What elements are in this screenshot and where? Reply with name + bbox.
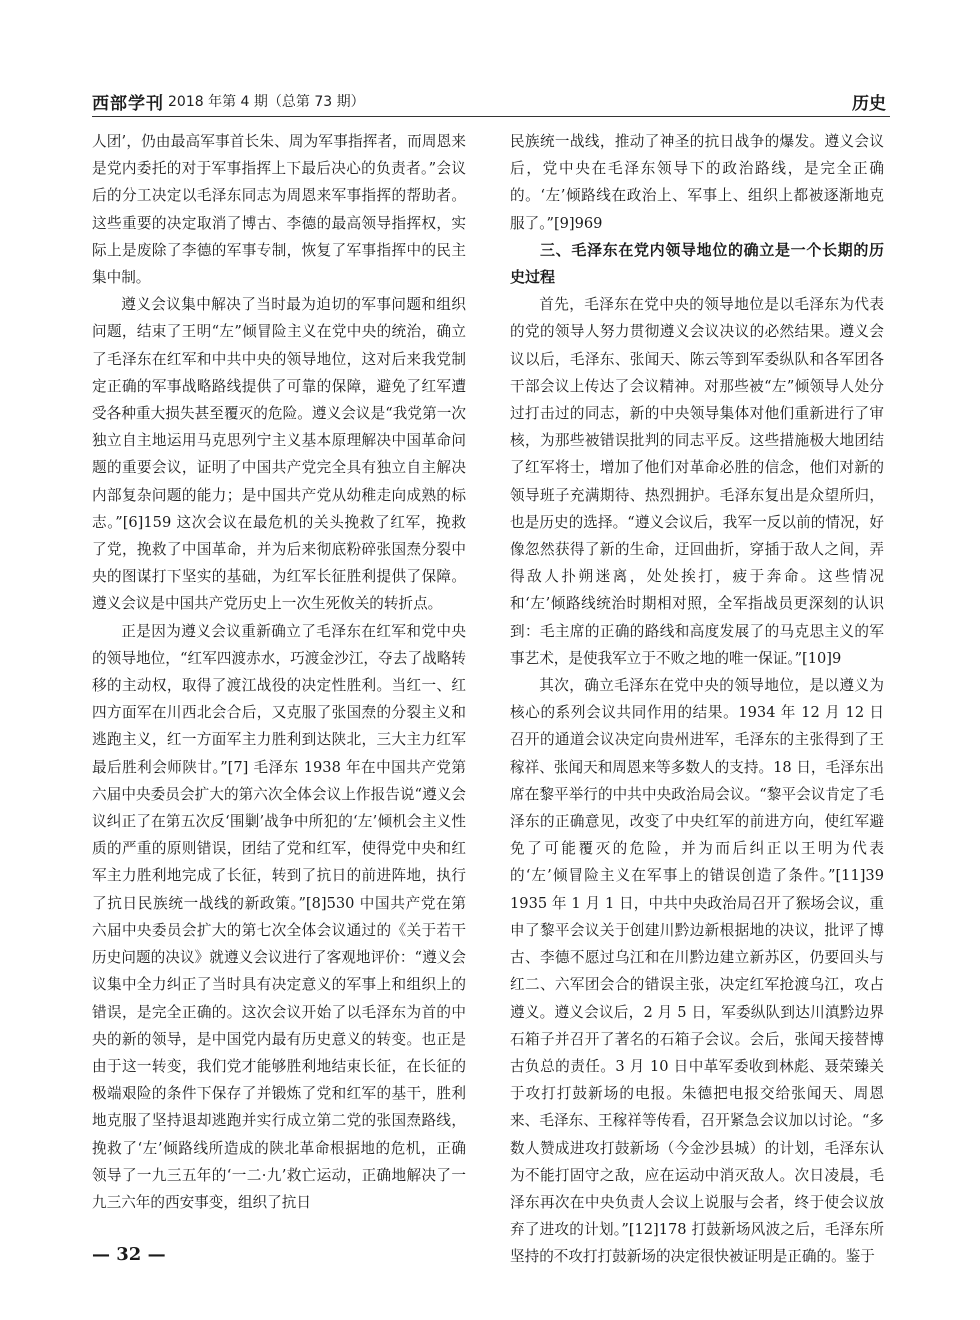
header-rule	[92, 116, 890, 117]
running-header	[92, 83, 890, 113]
left-column	[92, 128, 466, 1216]
paragraph: 其次，确立毛泽东在党中央的领导地位，是以遵义为核心的系列会议共同作用的结果。1934 年 12 月 12 日召开的通道会议决定向贵州进军，毛泽东的主张得到了王稼祥、张闻天和周恩来等多数人的支持。18 日，毛泽东出席在黎平举行的中共中央政治局会议。“黎平会议肯定了毛泽东的正确意见，改变了中央红军的前进方向，使红军避免了可能覆灭的危险，并为而后纠正以王明为代表的‘左’倾冒险主义在军事上的错误创造了条件。”[11]39 1935 年 1 月 1 日，中共中央政治局召开了猴场会议，重申了黎平会议关于创建川黔边新根据地的决议，批评了博古、李德不愿过乌江和在川黔边建立新苏区，仍要回头与红二、六军团会合的错误主张，决定红军抢渡乌江，攻占遵义。遵义会议后，2 月 5 日，军委纵队到达川滇黔边界石箱子并召开了著名的石箱子会议。会后，张闻天接替博古负总的责任。3 月 10 日中革军委收到林彪、聂荣臻关于攻打打鼓新场的电报。朱德把电报交给张闻天、周恩来、毛泽东、王稼祥等传看，召开紧急会议加以讨论。“多数人赞成进攻打鼓新场（今金沙县城）的计划，毛泽东认为不能打固守之敌，应在运动中消灭敌人。次日凌晨，毛泽东再次在中央负责人会议上说服与会者，终于使会议放弃了进攻的计划。”[12]178 打鼓新场风波之后，毛泽东所坚持的不攻打打鼓新场的决定很快被证明是正确的。鉴于	[510, 677, 884, 1266]
journal-name: 西部学刊	[92, 94, 164, 114]
page-number: — 32 —	[92, 1244, 166, 1265]
section-label: 历史	[852, 94, 886, 114]
paragraph: 遵义会议集中解决了当时最为迫切的军事问题和组织问题，结束了王明“左”倾冒险主义在党中央的统治，确立了毛泽东在红军和中共中央的领导地位，这对后来我党制定正确的军事战略路线提供了可靠的保障，避免了红军遭受各种重大损失甚至覆灭的危险。遵义会议是“我党第一次独立自主地运用马克思列宁主义基本原理解决中国革命问题的重要会议，证明了中国共产党完全具有独立自主解决内部复杂问题的能力；是中国共产党从幼稚走向成熟的标志。”[6]159 这次会议在最危机的关头挽救了红军，挽救了党，挽救了中国革命，并为后来彻底粉碎张国焘分裂中央的图谋打下坚实的基础，为红军长征胜利提供了保障。遵义会议是中国共产党历史上一次生死攸关的转折点。	[92, 296, 466, 613]
right-column	[510, 128, 884, 1271]
issue-info: 2018 年第 4 期（总第 73 期）	[168, 94, 365, 110]
paragraph: 正是因为遵义会议重新确立了毛泽东在红军和党中央的领导地位，“红军四渡赤水，巧渡金沙江，夺去了战略转移的主动权，取得了渡江战役的决定性胜利。当红一、红四方面军在川西北会合后，又克服了张国焘的分裂主义和逃跑主义，红一方面军主力胜利到达陕北，三大主力红军最后胜利会师陕甘。”[7] 毛泽东 1938 年在中国共产党第六届中央委员会扩大的第六次全体会议上作报告说“遵义会议纠正了在第五次反‘围剿’战争中所犯的‘左’倾机会主义性质的严重的原则错误，团结了党和红军，使得党中央和红军主力胜利地完成了长征，转到了抗日的前进阵地，执行了抗日民族统一战线的新政策。”[8]530 中国共产党在第六届中央委员会扩大的第七次全体会议通过的《关于若干历史问题的决议》就遵义会议进行了客观地评价：“遵义会议集中全力纠正了当时具有决定意义的军事上和组织上的错误，是完全正确的。这次会议开始了以毛泽东为首的中央的新的领导，是中国党内最有历史意义的转变。也正是由于这一转变，我们党才能够胜利地结束长征，在长征的极端艰险的条件下保存了并锻炼了党和红军的基干，胜利地克服了坚持退却逃跑并实行成立第二党的张国焘路线，挽救了‘左’倾路线所造成的陕北革命根据地的危机，正确领导了一九三五年的‘一二·九’救亡运动，正确地解决了一九三六年的西安事变，组织了抗日	[92, 622, 466, 1211]
paragraph: 首先，毛泽东在党中央的领导地位是以毛泽东为代表的党的领导人努力贯彻遵义会议决议的必然结果。遵义会议以后，毛泽东、张闻天、陈云等到军委纵队和各军团各干部会议上传达了会议精神。对那些被“左”倾领导人处分过打击过的同志，新的中央领导集体对他们重新进行了审核，为那些被错误批判的同志平反。这些措施极大地团结了红军将士，增加了他们对革命必胜的信念，他们对新的领导班子充满期待、热烈拥护。毛泽东复出是众望所归，也是历史的选择。“遵义会议后，我军一反以前的情况，好像忽然获得了新的生命，迂回曲折，穿插于敌人之间，弄得敌人扑朔迷离，处处挨打，疲于奔命。这些情况和‘左’倾路线统治时期相对照，全军指战员更深刻的认识到：毛主席的正确的路线和高度发展了的马克思主义的军事艺术，是使我军立于不败之地的唯一保证。”[10]9	[510, 296, 884, 667]
paragraph: 人团’，仍由最高军事首长朱、周为军事指挥者，而周恩来是党内委托的对于军事指挥上下最后决心的负责者。”会议后的分工决定以毛泽东同志为周恩来军事指挥的帮助者。这些重要的决定取消了博古、李德的最高领导指挥权，实际上是废除了李德的军事专制，恢复了军事指挥中的民主集中制。	[92, 133, 466, 287]
paragraph: 民族统一战线，推动了神圣的抗日战争的爆发。遵义会议后，党中央在毛泽东领导下的政治路线，是完全正确的。‘左’倾路线在政治上、军事上、组织上都被逐渐地克服了。”[9]969	[510, 133, 884, 232]
section-heading: 三、毛泽东在党内领导地位的确立是一个长期的历史过程	[510, 240, 884, 287]
